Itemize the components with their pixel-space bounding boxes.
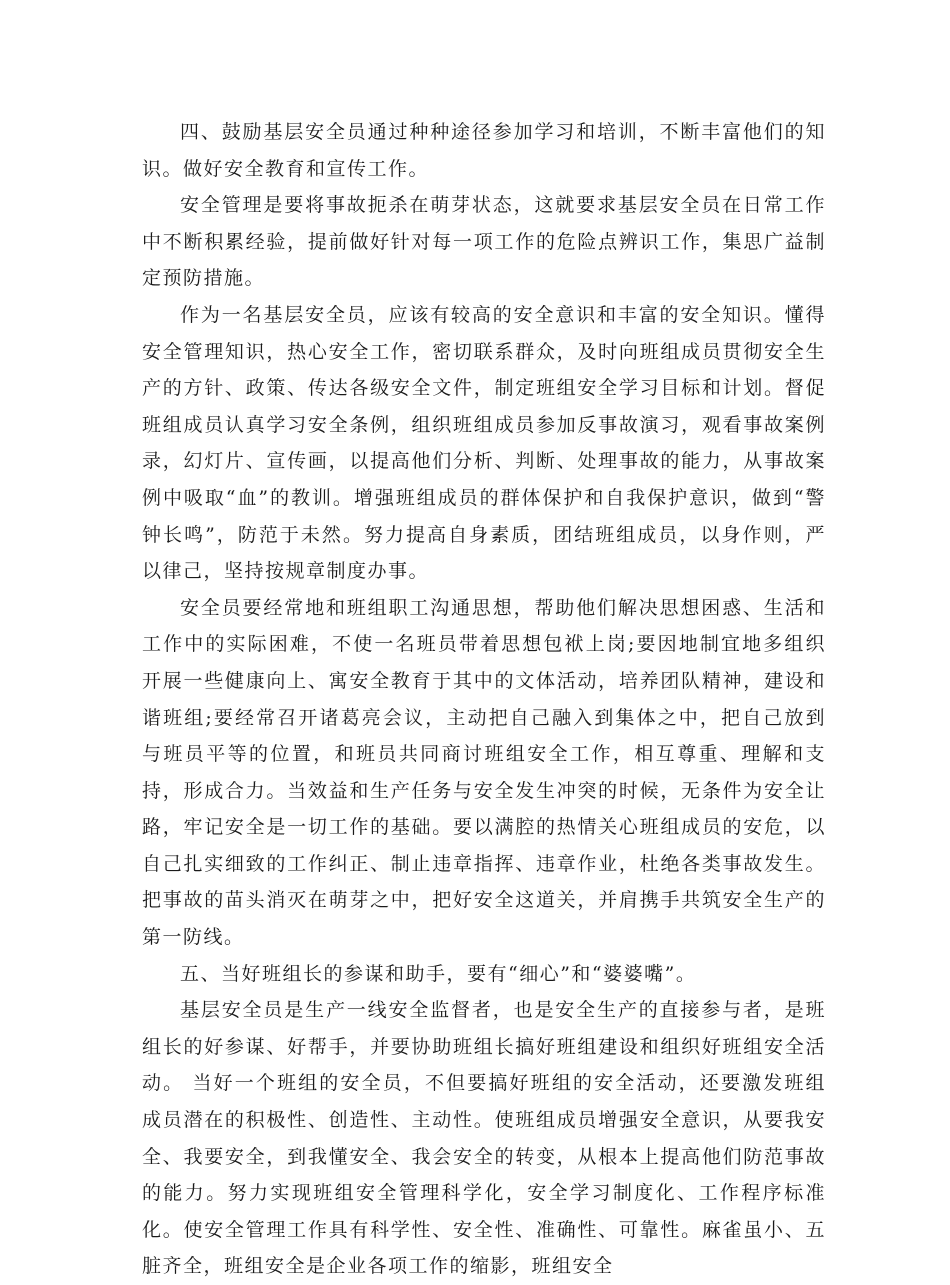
paragraph-safety-officer-duties: 作为一名基层安全员，应该有较高的安全意识和丰富的安全知识。懂得安全管理知识，热心安全工作，密切联系群众，及时向班组成员贯彻安全生产的方针、政策、传达各级安全文件，制定班组安全学习目标和计划。督促班组成员认真学习安全条例，组织班组成员参加反事故演习，观看事故案例录，幻灯片、宣传画，以提高他们分析、判断、处理事故的能力，从事故案例中吸取“血”的教训。增强班组成员的群体保护和自我保护意识，做到“警钟长鸣”，防范于未然。努力提高自身素质，团结班组成员，以身作则，严以律己，坚持按规章制度办事。 (142, 303, 826, 583)
document-body (142, 114, 826, 1285)
paragraph-4-encourage-training: 四、鼓励基层安全员通过种种途径参加学习和培训，不断丰富他们的知识。做好安全教育和宣传工作。 (142, 121, 826, 180)
paragraph-5-assist-team-leader: 五、当好班组长的参谋和助手，要有“细心”和“婆婆嘴”。 (180, 962, 697, 985)
paragraph-safety-management: 安全管理是要将事故扼杀在萌芽状态，这就要求基层安全员在日常工作中不断积累经验，提前做好针对每一项工作的危险点辨识工作，集思广益制定预防措施。 (142, 194, 826, 290)
paragraph-frontline-supervisor: 基层安全员是生产一线安全监督者，也是安全生产的直接参与者，是班组长的好参谋、好帮手，并要协助班组长搞好班组建设和组织好班组安全活动。 当好一个班组的安全员，不但要搞好班组的安全活动，还要激发班组成员潜在的积极性、创造性、主动性。使班组成员增强安全意识，从要我安全、我要安全，到我懂安全、我会安全的转变，从根本上提高他们防范事故的能力。努力实现班组安全管理科学化，安全学习制度化、工作程序标准化。使安全管理工作具有科学性、安全性、准确性、可靠性。麻雀虽小、五脏齐全，班组安全是企业各项工作的缩影，班组安全 (142, 999, 826, 1278)
paragraph-team-communication: 安全员要经常地和班组职工沟通思想，帮助他们解决思想困惑、生活和工作中的实际困难，不使一名班员带着思想包袱上岗;要因地制宜地多组织开展一些健康向上、寓安全教育于其中的文体活动，培养团队精神，建设和谐班组;要经常召开诸葛亮会议，主动把自己融入到集体之中，把自己放到与班员平等的位置，和班员共同商讨班组安全工作，相互尊重、理解和支持，形成合力。当效益和生产任务与安全发生冲突的时候，无条件为安全让路，牢记安全是一切工作的基础。要以满腔的热情关心班组成员的安危，以自己扎实细致的工作纠正、制止违章指挥、违章作业，杜绝各类事故发生。把事故的苗头消灭在萌芽之中，把好安全这道关，并肩携手共筑安全生产的第一防线。 (142, 596, 826, 949)
